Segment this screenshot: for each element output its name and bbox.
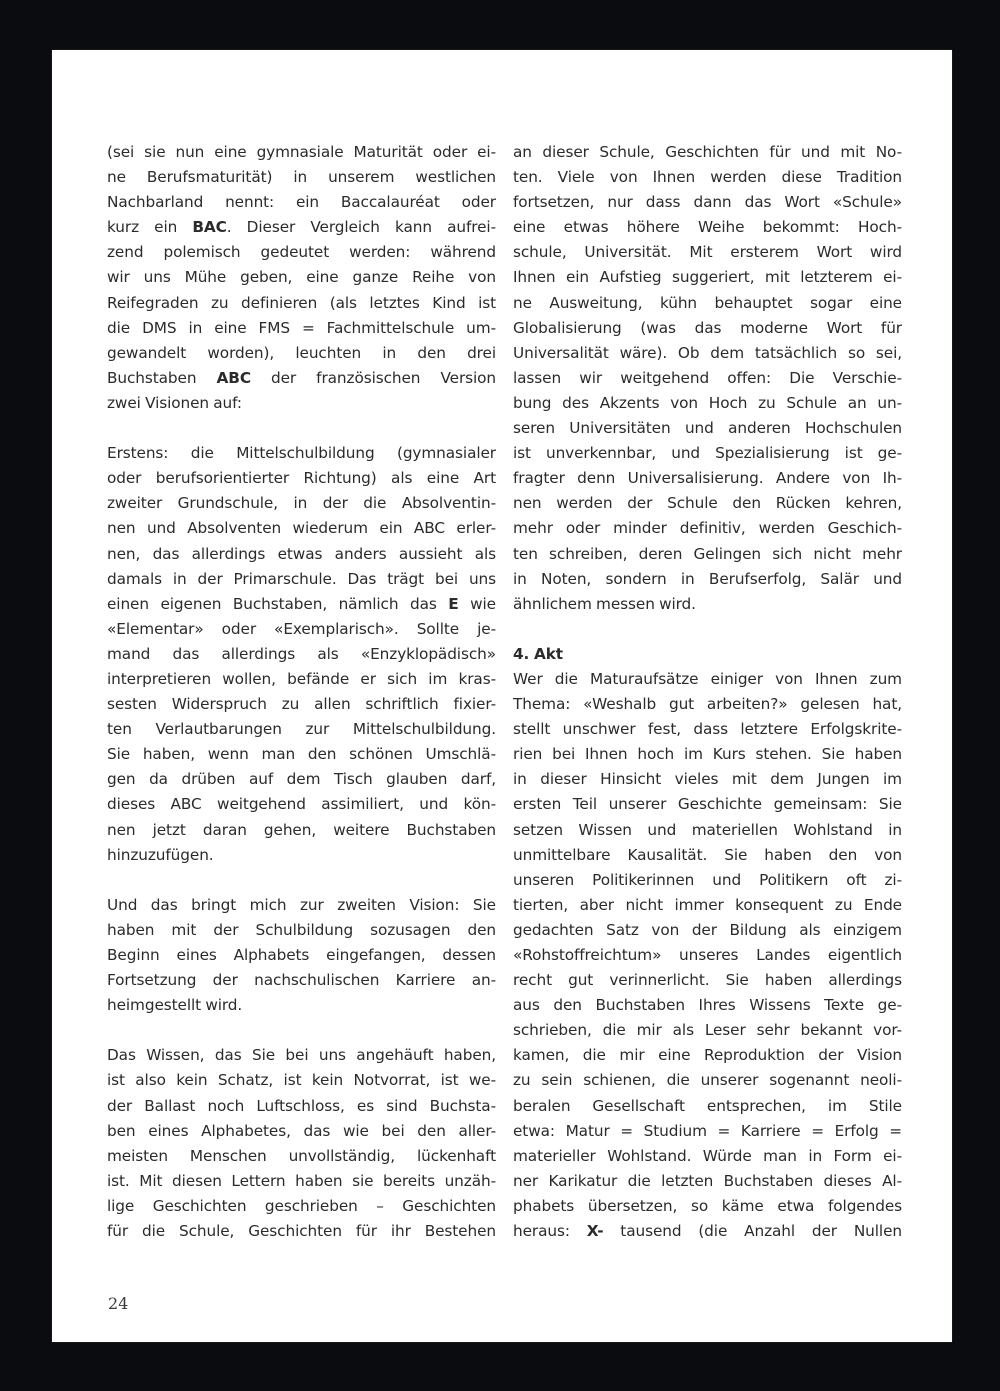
page-number: 24 xyxy=(108,1294,129,1313)
text-line: die DMS in eine FMS = Fachmittelschule um- xyxy=(107,318,496,337)
text-line: gewandelt worden), leuchten in den drei xyxy=(107,343,496,362)
text-line: seren Universitäten und anderen Hochschulen xyxy=(513,419,902,438)
paragraph-gap xyxy=(107,1018,496,1043)
text-line: der Ballast noch Luftschloss, es sind Buchsta- xyxy=(107,1096,496,1115)
right-text-column xyxy=(513,140,902,1244)
paragraph xyxy=(513,140,902,617)
bold-emphasis: ABC xyxy=(216,368,251,387)
text-line: meisten Menschen unvollständig, lückenhaft xyxy=(107,1146,496,1165)
text-line: beralen Gesellschaft entsprechen, im Stile xyxy=(513,1096,902,1115)
text-line: wir uns Mühe geben, eine ganze Reihe von xyxy=(107,268,496,287)
paragraph xyxy=(107,1043,496,1244)
text-line: stellt unschwer fest, dass letztere Erfolgskrite- xyxy=(513,720,902,739)
text-line: Globalisierung (was das moderne Wort für xyxy=(513,318,902,337)
text-line: tierten, aber nicht immer konsequent zu Ende xyxy=(513,895,902,914)
text-line: sesten Widerspruch zu allen schriftlich fixier- xyxy=(107,695,496,714)
text-line: nen und Absolventen wiederum ein ABC erler- xyxy=(107,519,496,538)
text-line: ten Verlautbarungen zur Mittelschulbildung. xyxy=(107,720,496,739)
text-line: in Noten, sondern in Berufserfolg, Salär und xyxy=(513,569,902,588)
text-line: Nachbarland nennt: ein Baccalauréat oder xyxy=(107,193,496,212)
section-heading: 4. Akt xyxy=(513,644,564,663)
text-line: ist also kein Schatz, ist kein Notvorrat, ist we- xyxy=(107,1071,496,1090)
text-line: hinzuzufügen. xyxy=(107,845,214,864)
text-line: Sie haben, wenn man den schönen Umschlä- xyxy=(107,745,496,764)
paragraph-gap xyxy=(107,416,496,441)
text-line: unmittelbare Kausalität. Sie haben den von xyxy=(513,845,902,864)
bold-emphasis: X- xyxy=(586,1222,604,1241)
text-line: interpretieren wollen, befände er sich im kras- xyxy=(107,669,496,688)
text-line: dieses ABC weitgehend assimiliert, und kön- xyxy=(107,795,496,814)
paragraph-gap xyxy=(513,617,902,642)
left-text-column xyxy=(107,140,496,1244)
text-line: Wer die Maturaufsätze einiger von Ihnen zum xyxy=(513,669,902,688)
text-line: phabets übersetzen, so käme etwa folgendes xyxy=(513,1196,902,1215)
text-line: fragter denn Universalisierung. Andere von Ih- xyxy=(513,469,902,488)
text-line: bung des Akzents von Hoch zu Schule an un- xyxy=(513,393,902,412)
text-line: ist. Mit diesen Lettern haben sie bereits unzäh- xyxy=(107,1171,496,1190)
text-line: ähnlichem messen wird. xyxy=(513,594,696,613)
text-line: ner Karikatur die letzten Buchstaben dieses Al- xyxy=(513,1171,902,1190)
text-line: nen, das allerdings etwas anders aussieht als xyxy=(107,544,496,563)
text-line: ne Berufsmaturität) in unserem westlichen xyxy=(107,168,496,187)
text-line: rien bei Ihnen hoch im Kurs stehen. Sie haben xyxy=(513,745,902,764)
text-line: ist unverkennbar, und Spezialisierung ist ge- xyxy=(513,444,902,463)
text-line: schule, Universität. Mit ersterem Wort wird xyxy=(513,243,902,262)
text-line: lassen wir weitgehend offen: Die Verschie- xyxy=(513,368,902,387)
text-line: schrieben, die mir als Leser sehr bekannt vor- xyxy=(513,1021,902,1040)
text-line: Reifegraden zu definieren (als letztes Kind ist xyxy=(107,293,496,312)
text-line: oder berufsorientierter Richtung) als eine Art xyxy=(107,469,496,488)
text-line: Buchstaben ABC der französischen Version xyxy=(107,368,497,387)
text-line: heraus: X- tausend (die Anzahl der Nullen xyxy=(513,1222,902,1241)
text-line: «Rohstoffreichtum» unseres Landes eigentlich xyxy=(513,946,902,964)
text-line: nen jetzt daran gehen, weitere Buchstaben xyxy=(107,820,496,839)
bold-emphasis: E xyxy=(448,594,459,613)
text-line: zwei Visionen auf: xyxy=(107,393,242,412)
text-line: eine etwas höhere Weihe bekommt: Hoch- xyxy=(513,218,902,237)
text-line: für die Schule, Geschichten für ihr Bestehen xyxy=(107,1222,496,1241)
text-line: Erstens: die Mittelschulbildung (gymnasialer xyxy=(107,444,496,463)
text-line: an dieser Schule, Geschichten für und mit No- xyxy=(513,143,902,161)
text-line: Das Wissen, das Sie bei uns angehäuft haben, xyxy=(107,1046,496,1065)
text-line: mehr oder minder definitiv, werden Geschich- xyxy=(513,519,902,538)
text-line: lige Geschichten geschrieben – Geschichten xyxy=(107,1196,496,1215)
text-line: gedachten Satz von der Bildung als einzigem xyxy=(513,920,902,939)
text-line: heimgestellt wird. xyxy=(107,996,243,1015)
text-line: kamen, die mir eine Reproduktion der Vision xyxy=(513,1046,902,1065)
text-line: kurz ein BAC. Dieser Vergleich kann aufrei- xyxy=(107,218,496,237)
text-line: nen werden der Schule den Rücken kehren, xyxy=(513,494,902,513)
text-line: materieller Wohlstand. Würde man in Form ei- xyxy=(513,1146,902,1165)
text-line: fortsetzen, nur dass dann das Wort «Schule» xyxy=(513,193,902,212)
paragraph xyxy=(107,893,496,1018)
text-line: mand das allerdings als «Enzyklopädisch» xyxy=(107,644,496,663)
text-line: Universalität wäre). Ob dem tatsächlich so sei, xyxy=(513,343,902,362)
text-line: zweiter Grundschule, in der die Absolventin- xyxy=(107,494,496,513)
text-line: ten schreiben, deren Gelingen sich nicht mehr xyxy=(513,544,902,563)
text-line: ten. Viele von Ihnen werden diese Tradition xyxy=(513,168,902,187)
text-line: Fortsetzung der nachschulischen Karriere an- xyxy=(107,971,496,990)
text-line: Ihnen ein Aufstieg suggeriert, mit letzterem ei- xyxy=(513,268,902,287)
paragraph xyxy=(107,441,496,868)
text-line: ersten Teil unserer Geschichte gemeinsam: Sie xyxy=(513,795,902,814)
text-line: (sei sie nun eine gymnasiale Maturität oder ei- xyxy=(107,143,496,161)
text-line: Und das bringt mich zur zweiten Vision: Sie xyxy=(107,895,496,914)
text-line: Beginn eines Alphabets eingefangen, dessen xyxy=(107,946,496,964)
text-line: «Elementar» oder «Exemplarisch». Sollte je- xyxy=(107,619,496,638)
paragraph-gap xyxy=(107,868,496,893)
section-body xyxy=(513,667,902,1244)
text-line: aus den Buchstaben Ihres Wissens Texte ge- xyxy=(513,996,902,1015)
paragraph xyxy=(107,140,496,416)
text-line: damals in der Primarschule. Das trägt bei uns xyxy=(107,569,496,588)
document-page xyxy=(52,50,952,1342)
text-line: Thema: «Weshalb gut arbeiten?» gelesen hat, xyxy=(513,695,902,714)
text-line: recht gut verinnerlicht. Sie haben allerdings xyxy=(513,971,902,990)
text-line: etwa: Matur = Studium = Karriere = Erfolg = xyxy=(513,1121,902,1140)
text-line: ben eines Alphabetes, das wie bei den aller- xyxy=(107,1121,496,1140)
text-line: zu sein schienen, die unserer sogenannt neoli- xyxy=(513,1071,902,1090)
text-line: haben mit der Schulbildung sozusagen den xyxy=(107,920,496,939)
text-line: zend polemisch gedeutet werden: während xyxy=(107,243,496,262)
text-line: setzen Wissen und materiellen Wohlstand in xyxy=(513,820,902,839)
text-line: einen eigenen Buchstaben, nämlich das E wie xyxy=(107,594,496,613)
bold-emphasis: BAC xyxy=(192,218,227,237)
text-line: unseren Politikerinnen und Politikern oft zi- xyxy=(513,870,902,889)
text-line: gen da drüben auf dem Tisch glauben darf, xyxy=(107,770,496,789)
text-line: ne Ausweitung, kühn behauptet sogar eine xyxy=(513,293,902,312)
text-line: in dieser Hinsicht vieles mit dem Jungen im xyxy=(513,770,902,789)
